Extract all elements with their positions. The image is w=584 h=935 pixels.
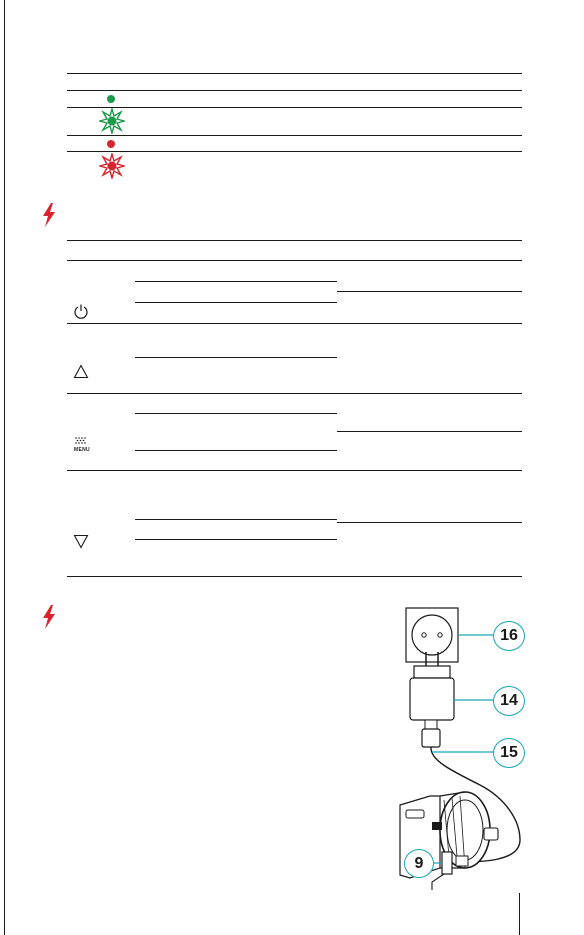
table-rule	[67, 260, 522, 261]
table-rule	[135, 357, 337, 358]
table-rule	[67, 240, 522, 241]
table-rule	[67, 73, 522, 74]
red-led-blinking-icon	[99, 153, 125, 179]
table-rule	[67, 393, 522, 394]
table-rule	[337, 431, 522, 432]
page-left-border	[4, 0, 5, 935]
green-led-blinking-icon	[99, 108, 125, 134]
power-adapter-icon	[410, 678, 454, 720]
warning-bolt-icon	[42, 203, 56, 227]
charging-illustration	[370, 600, 560, 900]
callout-16: 16	[493, 621, 525, 651]
callout-15: 15	[493, 738, 525, 768]
up-triangle-icon	[73, 364, 89, 379]
table-rule	[337, 291, 522, 292]
table-rule	[67, 107, 522, 108]
table-rule	[135, 413, 337, 414]
red-led-steady-icon	[107, 140, 115, 148]
table-rule	[67, 470, 522, 471]
table-rule	[67, 151, 522, 152]
down-triangle-icon	[73, 534, 89, 549]
callout-14: 14	[493, 686, 525, 716]
wall-socket-icon	[406, 608, 458, 662]
menu-button-label: MENU	[74, 447, 90, 453]
footer-divider	[519, 893, 520, 935]
table-rule	[135, 519, 337, 520]
table-rule	[67, 576, 522, 577]
table-rule	[67, 90, 522, 91]
table-rule	[67, 135, 522, 136]
table-rule	[135, 281, 337, 282]
callout-9: 9	[404, 849, 434, 878]
menu-icon	[74, 436, 88, 446]
table-rule	[337, 522, 522, 523]
warning-bolt-icon	[42, 605, 56, 629]
table-rule	[135, 302, 337, 303]
table-rule	[135, 450, 337, 451]
table-rule	[67, 323, 522, 324]
green-led-steady-icon	[107, 95, 115, 103]
power-icon	[73, 303, 89, 319]
table-rule	[135, 539, 337, 540]
